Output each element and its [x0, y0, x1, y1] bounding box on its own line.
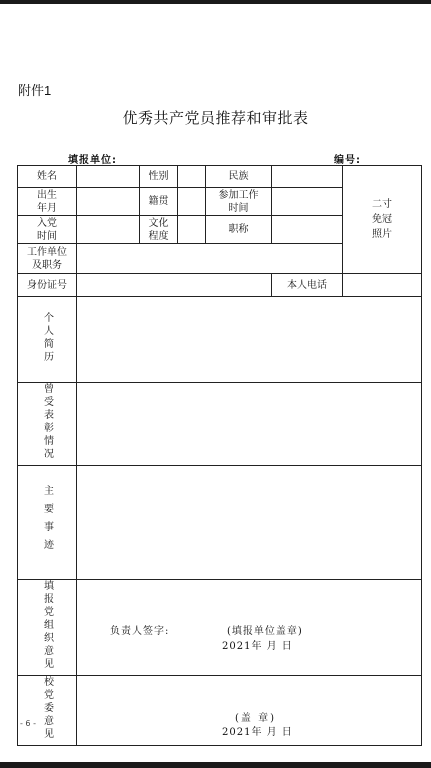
- photo-line-1: 二寸: [372, 199, 392, 210]
- deeds-value-cell[interactable]: [77, 466, 422, 580]
- native-place-label: 籍贯: [140, 188, 178, 216]
- resume-label: 个人简历: [18, 297, 77, 383]
- fill-unit-label: 填报单位:: [68, 155, 117, 166]
- education-label: 文化 程度: [140, 216, 178, 244]
- org-opinion-value-cell[interactable]: [77, 580, 422, 676]
- photo-line-2: 免冠: [372, 214, 392, 225]
- name-value-cell[interactable]: [77, 166, 140, 188]
- school-stamp-label: (盖 章): [235, 713, 276, 724]
- birth-value-cell[interactable]: [77, 188, 140, 216]
- join-party-value-cell[interactable]: [77, 216, 140, 244]
- native-place-value-cell[interactable]: [178, 188, 206, 216]
- resume-value-cell[interactable]: [77, 297, 422, 383]
- education-value-cell[interactable]: [178, 216, 206, 244]
- school-opinion-value-cell[interactable]: [77, 676, 422, 746]
- deeds-label: 主要事迹: [18, 466, 77, 580]
- awards-value-cell[interactable]: [77, 383, 422, 466]
- school-opinion-label: 校党委意见: [18, 676, 77, 746]
- join-party-label: 入党 时间: [18, 216, 77, 244]
- work-unit-value-cell[interactable]: [77, 244, 343, 274]
- bottom-nav-bar: [0, 762, 431, 768]
- serial-number-label: 编号:: [334, 155, 361, 166]
- page-title: 优秀共产党员推荐和审批表: [122, 109, 309, 127]
- phone-label: 本人电话: [272, 274, 343, 297]
- work-start-value-cell[interactable]: [272, 188, 343, 216]
- recommendation-form-table: [17, 165, 422, 746]
- attachment-label: 附件1: [18, 83, 52, 98]
- title-rank-value-cell[interactable]: [272, 216, 343, 244]
- birth-label: 出生 年月: [18, 188, 77, 216]
- gender-value-cell[interactable]: [178, 166, 206, 188]
- org-stamp-label: (填报单位盖章): [227, 625, 303, 637]
- ethnicity-value-cell[interactable]: [272, 166, 343, 188]
- page-number: - 6 -: [20, 719, 36, 728]
- ethnicity-label: 民族: [206, 166, 272, 188]
- org-date-label: 2021年 月 日: [222, 640, 293, 652]
- gender-label: 性别: [140, 166, 178, 188]
- work-unit-label: 工作单位 及职务: [18, 244, 77, 274]
- id-number-value-cell[interactable]: [77, 274, 272, 297]
- work-start-label: 参加工作 时间: [206, 188, 272, 216]
- org-opinion-label: 填报党组织意见: [18, 580, 77, 676]
- awards-label: 曾受表彰情况: [18, 383, 77, 466]
- top-status-bar: [0, 0, 431, 4]
- responsible-signature-label: 负责人签字:: [110, 625, 170, 637]
- name-label: 姓名: [18, 166, 77, 188]
- school-date-label: 2021年 月 日: [222, 727, 293, 738]
- id-number-label: 身份证号: [18, 274, 77, 297]
- photo-cell: [343, 166, 422, 274]
- photo-line-3: 照片: [372, 229, 392, 240]
- title-rank-label: 职称: [206, 216, 272, 244]
- phone-value-cell[interactable]: [343, 274, 422, 297]
